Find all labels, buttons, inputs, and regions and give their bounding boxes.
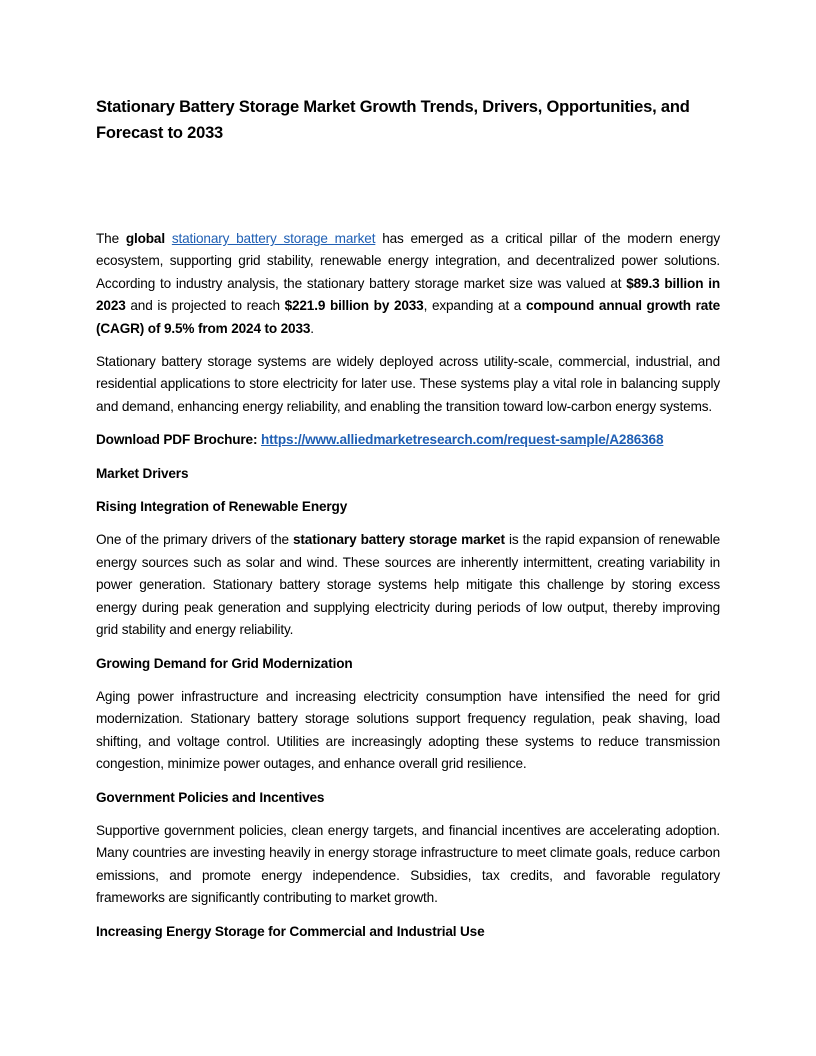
market-drivers-heading: Market Drivers bbox=[96, 465, 189, 481]
section-body-grid-modernization: Aging power infrastructure and increasing electricity consumption have intensified the need for grid modernization. Stationary battery storage solutions support frequency regulation, peak shaving, load shifting, and voltage control. Utilities are increasingly adopting these systems to reduce transmission congestion, minimize power outages, and enhance overall grid resilience. bbox=[96, 688, 720, 772]
section-heading-government-policies: Government Policies and Incentives bbox=[96, 789, 325, 805]
download-label: Download PDF Brochure: bbox=[96, 432, 261, 448]
text-run bbox=[165, 231, 172, 246]
text-run: The bbox=[96, 231, 126, 246]
section-body-renewable bbox=[96, 529, 720, 641]
market-link[interactable]: stationary battery storage market bbox=[171, 231, 376, 246]
section-heading-renewable: Rising Integration of Renewable Energy bbox=[96, 499, 348, 515]
text-run: , expanding at a bbox=[423, 298, 526, 314]
text-run: One of the primary drivers of the bbox=[96, 532, 294, 548]
section-heading-commercial-industrial: Increasing Energy Storage for Commercial and Industrial Use bbox=[96, 923, 485, 939]
document-body bbox=[96, 228, 720, 954]
section-heading-grid-modernization: Growing Demand for Grid Modernization bbox=[96, 655, 353, 671]
bold-text-cagr: compound annual growth rate (CAGR) of 9.5% from 2024 to 2033 bbox=[96, 298, 721, 336]
text-run: and is projected to reach bbox=[125, 298, 285, 314]
text-run: is the rapid expansion of renewable energy sources such as solar and wind. These sources are inherently intermittent, creating variability in power generation. Stationary battery storage systems help mitigate this challenge by storing excess energy during peak generation and supplying electricity during periods of low output, thereby improving grid stability and energy reliability. bbox=[96, 532, 720, 638]
document-page bbox=[96, 94, 721, 939]
text-run: . bbox=[310, 320, 314, 336]
text-run: has emerged as a critical pillar of the modern energy ecosystem, supporting grid stability, renewable energy integration, and decentralized power solutions. According to industry analysis, the stationary battery storage market size was valued at bbox=[96, 231, 720, 291]
download-brochure-link[interactable]: https://www.alliedmarketresearch.com/request-sample/A286368 bbox=[260, 432, 664, 448]
bold-text: stationary battery storage market bbox=[293, 532, 505, 548]
bold-text-market-size-2023: $89.3 billion in 2023 bbox=[96, 275, 720, 314]
bold-text: global bbox=[125, 231, 165, 246]
bold-text-market-size-2033: $221.9 billion by 2033 bbox=[284, 298, 424, 314]
systems-paragraph: Stationary battery storage systems are widely deployed across utility-scale, commercial, industrial, and residential applications to store electricity for later use. These systems play a vital role in balancing supply and demand, enhancing energy reliability, and enabling the transition toward low-carbon energy systems. bbox=[96, 354, 720, 414]
download-brochure-line bbox=[96, 429, 720, 451]
section-body-government-policies: Supportive government policies, clean energy targets, and financial incentives are accelerating adoption. Many countries are investing heavily in energy storage infrastructure to meet climate goals, reduce carbon emissions, and promote energy independence. Subsidies, tax credits, and favorable regulatory frameworks are significantly contributing to market growth. bbox=[96, 822, 720, 906]
intro-paragraph bbox=[96, 228, 720, 340]
document-title: Stationary Battery Storage Market Growth Trends, Drivers, Opportunities, and Forecast to 2033 bbox=[96, 98, 690, 142]
